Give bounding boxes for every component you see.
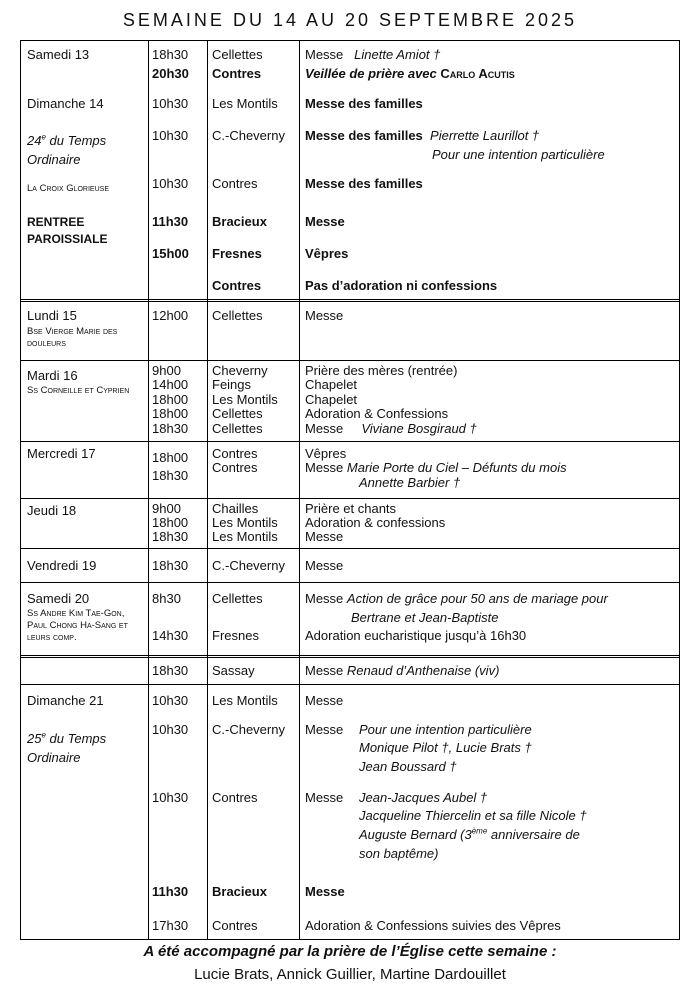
service-cell [305, 67, 515, 81]
place-cell: Contres [212, 460, 258, 475]
time-cell: 18h00 [152, 392, 189, 407]
place-cell: Bracieux [212, 214, 267, 229]
footer-names: Lucie Brats, Annick Guillier, Martine Dardouillet [194, 966, 506, 983]
time-cell: 10h30 [152, 128, 189, 143]
service-cell: Pas d’adoration ni confessions [305, 278, 498, 293]
intention-part: anniversaire de [487, 827, 580, 842]
service-cell [305, 592, 608, 606]
place-cell: Les Montils [212, 693, 278, 708]
day-label: Jeudi 18 [27, 503, 77, 518]
intention-part: Auguste Bernard (3 [359, 827, 472, 842]
day-label: Dimanche 21 [27, 693, 104, 708]
feast-note: La Croix Glorieuse [27, 183, 109, 194]
intention-text: Renaud d’Anthenaise (viv) [346, 663, 500, 678]
place-cell: Bracieux [212, 884, 267, 899]
row-divider [21, 684, 679, 685]
time-cell: 18h30 [152, 421, 189, 436]
time-cell: 10h30 [152, 96, 189, 111]
place-cell: Cellettes [212, 421, 263, 436]
service-cell: Adoration & Confessions suivies des Vêpres [305, 918, 561, 933]
day-label: Samedi 20 [27, 591, 90, 606]
service-label: Messe [305, 460, 344, 475]
time-cell: 10h30 [152, 790, 189, 805]
place-cell: Les Montils [212, 515, 278, 530]
day-label: Mardi 16 [27, 368, 78, 383]
feast-note: Ss Corneille et Cyprien [27, 385, 130, 396]
intention-text: Bertrane et Jean-Baptiste [351, 610, 499, 625]
place-cell: Feings [212, 377, 252, 392]
service-cell: Adoration & Confessions [305, 406, 449, 421]
service-label: Messe [305, 421, 344, 436]
place-cell: Contres [212, 446, 258, 461]
column-divider [299, 41, 300, 939]
time-cell: 11h30 [152, 884, 189, 899]
place-cell: Sassay [212, 663, 255, 678]
feast-note: Ss Andre Kim Tae-Gon, Paul Chong Ha-Sang et leurs comp. [27, 608, 128, 643]
time-cell: 11h30 [152, 214, 189, 229]
service-cell: Chapelet [305, 377, 358, 392]
intention-text: Action de grâce pour 50 ans de mariage pour [346, 591, 608, 606]
service-cell [305, 664, 499, 678]
liturgical-note [27, 729, 142, 767]
place-cell: Contres [212, 176, 258, 191]
place-cell: Les Montils [212, 96, 278, 111]
service-cell: Messe [305, 529, 344, 544]
note-text: du Temps Ordinaire [27, 731, 107, 765]
note-sup: e [41, 730, 46, 740]
service-cell: Prière et chants [305, 501, 397, 516]
time-cell: 8h30 [152, 591, 181, 606]
intention-text: Marie Porte du Ciel – Défunts du mois [346, 460, 567, 475]
time-cell: 20h30 [152, 66, 189, 81]
intention-text: Jean Boussard † [359, 759, 457, 774]
service-cell: Messe [305, 214, 345, 229]
intention-text: Pour une intention particulière [359, 722, 532, 737]
row-divider [21, 441, 679, 442]
time-cell: 10h30 [152, 176, 189, 191]
service-label: Veillée de prière avec [305, 66, 437, 81]
time-cell: 18h00 [152, 515, 189, 530]
time-cell: 18h00 [152, 450, 189, 465]
service-cell: Messe des familles [305, 96, 423, 111]
service-cell [305, 422, 477, 436]
service-cell: Messe des familles [305, 176, 423, 191]
note-number: 24 [27, 133, 42, 148]
place-cell: Fresnes [212, 628, 259, 643]
intention-text: Carlo Acutis [440, 66, 515, 81]
intention-text: Jean-Jacques Aubel † [359, 790, 488, 805]
service-cell: Vêpres [305, 246, 349, 261]
service-cell: Adoration eucharistique jusqu’à 16h30 [305, 628, 527, 643]
service-cell [305, 48, 440, 62]
page-title: SEMAINE DU 14 AU 20 SEPTEMBRE 2025 [122, 10, 578, 30]
row-divider [21, 548, 679, 549]
place-cell: Cheverny [212, 363, 268, 378]
column-divider [148, 41, 149, 939]
service-cell: Messe [305, 558, 344, 573]
service-cell [305, 129, 539, 143]
time-cell: 12h00 [152, 308, 189, 323]
place-cell: C.-Cheverny [212, 722, 285, 737]
day-label: Lundi 15 [27, 308, 77, 323]
service-cell: Messe [305, 884, 345, 899]
intention-text: Viviane Bosgiraud † [361, 421, 477, 436]
place-cell: Contres [212, 278, 262, 293]
row-divider [21, 498, 679, 499]
time-cell: 18h30 [152, 663, 189, 678]
time-cell: 18h30 [152, 558, 189, 573]
service-label: Messe des familles [305, 128, 423, 143]
feast-note: Bse Vierge Marie des douleurs [27, 326, 118, 349]
time-cell: 14h00 [152, 377, 189, 392]
place-cell: Cellettes [212, 47, 263, 62]
row-divider [21, 299, 679, 302]
day-label: Mercredi 17 [27, 446, 96, 461]
note-text: du Temps Ordinaire [27, 133, 107, 167]
place-cell: Chailles [212, 501, 259, 516]
note-number: 25 [27, 731, 42, 746]
place-cell: Cellettes [212, 308, 263, 323]
time-cell: 18h00 [152, 406, 189, 421]
place-cell: Cellettes [212, 591, 263, 606]
intention-text: Pour une intention particulière [432, 147, 605, 162]
time-cell: 9h00 [152, 501, 181, 516]
row-divider [21, 655, 679, 658]
intention-text: Pierrette Laurillot † [430, 128, 540, 143]
row-divider [21, 582, 679, 583]
column-divider [207, 41, 208, 939]
service-cell: Chapelet [305, 392, 358, 407]
intention-text: Annette Barbier † [359, 475, 461, 490]
day-label: Vendredi 19 [27, 558, 97, 573]
service-cell: Adoration & confessions [305, 515, 446, 530]
intention-text: Monique Pilot †, Lucie Brats † [359, 740, 532, 755]
service-cell: Prière des mères (rentrée) [305, 363, 458, 378]
service-cell: Messe [305, 308, 344, 323]
place-cell: Contres [212, 790, 258, 805]
place-cell: Fresnes [212, 246, 262, 261]
place-cell: Les Montils [212, 529, 278, 544]
time-cell: 10h30 [152, 722, 189, 737]
place-cell: Cellettes [212, 406, 263, 421]
service-label: Messe [305, 47, 344, 62]
time-cell: 10h30 [152, 693, 189, 708]
time-cell: 9h00 [152, 363, 181, 378]
footer-heading: A été accompagné par la prière de l’Église cette semaine : [143, 943, 557, 960]
place-cell: Les Montils [212, 392, 278, 407]
service-cell: Messe [305, 693, 344, 708]
intention-sup: ème [471, 826, 488, 836]
service-cell: Messe [305, 722, 344, 737]
place-cell: C.-Cheverny [212, 558, 285, 573]
service-cell: Messe [305, 790, 344, 805]
note-sup: e [41, 132, 46, 142]
time-cell: 18h30 [152, 529, 189, 544]
intention-text: Jacqueline Thiercelin et sa fille Nicole † [359, 808, 587, 823]
service-cell [305, 461, 567, 475]
time-cell: 15h00 [152, 246, 189, 261]
intention-text: son baptême) [359, 846, 439, 861]
time-cell: 18h30 [152, 468, 189, 483]
schedule-table [20, 40, 680, 940]
rentree-note: RENTREE PAROISSIALE [27, 215, 108, 246]
intention-text: Linette Amiot † [354, 47, 441, 62]
place-cell: Contres [212, 66, 262, 81]
time-cell: 14h30 [152, 628, 189, 643]
intention-text [359, 828, 580, 842]
place-cell: Contres [212, 918, 258, 933]
service-cell: Vêpres [305, 446, 347, 461]
time-cell: 17h30 [152, 918, 189, 933]
row-divider [21, 360, 679, 361]
day-label: Samedi 13 [27, 47, 90, 62]
day-label: Dimanche 14 [27, 96, 104, 111]
time-cell: 18h30 [152, 47, 189, 62]
service-label: Messe [305, 663, 344, 678]
place-cell: C.-Cheverny [212, 128, 285, 143]
liturgical-note [27, 131, 142, 169]
service-label: Messe [305, 591, 344, 606]
